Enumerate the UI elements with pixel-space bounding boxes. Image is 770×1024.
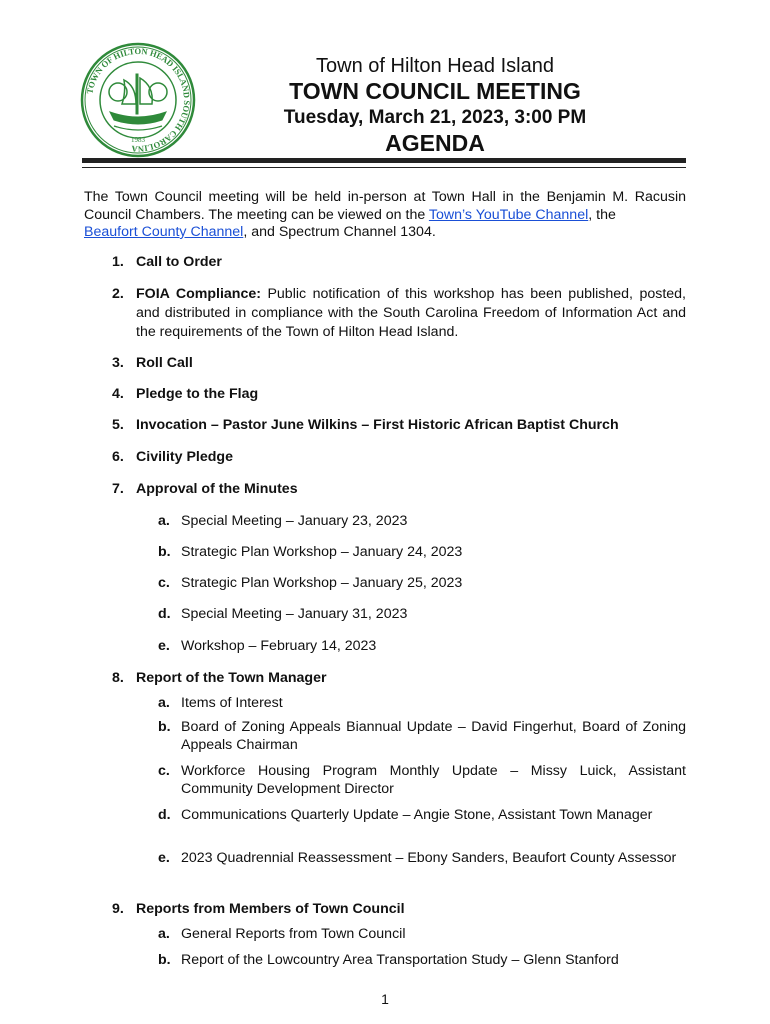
item-number: 9.: [112, 901, 124, 917]
item-label: Reports from Members of Town Council: [136, 901, 405, 917]
sub-item: [158, 574, 686, 593]
sub-item: [158, 925, 686, 944]
sub-item-letter: e.: [158, 638, 170, 654]
item-number: 6.: [112, 449, 124, 465]
sub-item: [158, 719, 686, 754]
sub-item-letter: b.: [158, 952, 171, 968]
agenda-item: [112, 900, 686, 919]
agenda-heading: AGENDA: [385, 130, 485, 156]
sub-item-text: Workforce Housing Program Monthly Update – Missy Luick, Assistant Community Development Director: [181, 763, 686, 797]
header-divider-thin: [82, 167, 686, 168]
agenda-item: [112, 253, 686, 272]
item-body: [136, 285, 686, 342]
sub-item: [158, 543, 686, 562]
agenda-item: [112, 354, 686, 373]
sub-item-text: 2023 Quadrennial Reassessment – Ebony Sanders, Beaufort County Assessor: [181, 850, 677, 866]
sub-item-text: Workshop – February 14, 2023: [181, 638, 377, 654]
item-text: Public notification of this workshop has been published, posted, and distributed in compliance with the South Carolina Freedom of Information Act and the requirements of the Town of Hilton Head Island.: [136, 286, 686, 340]
sub-item-text: Communications Quarterly Update – Angie Stone, Assistant Town Manager: [181, 807, 653, 823]
sub-item-text: Strategic Plan Workshop – January 25, 2023: [181, 575, 463, 591]
item-label: Invocation – Pastor June Wilkins – First Historic African Baptist Church: [136, 417, 619, 433]
agenda-item: [112, 669, 686, 688]
beaufort-county-channel-link[interactable]: Beaufort County Channel: [84, 224, 244, 240]
sub-item-letter: e.: [158, 850, 170, 866]
item-number: 2.: [112, 286, 124, 302]
sub-item-letter: a.: [158, 926, 170, 942]
agenda-item: [112, 448, 686, 467]
sub-item-letter: a.: [158, 513, 170, 529]
sub-item-text: Report of the Lowcountry Area Transportation Study – Glenn Stanford: [181, 952, 619, 968]
sub-item-letter: b.: [158, 544, 171, 560]
agenda-item: [112, 285, 686, 342]
sub-item-text: Strategic Plan Workshop – January 24, 2023: [181, 544, 463, 560]
intro-text: The Town Council meeting will be held in-person at Town Hall in the Benjamin M. Racusin Council Chambers. The meeting can be viewed on the: [84, 189, 686, 223]
sub-item-letter: d.: [158, 807, 171, 823]
sub-item-letter: c.: [158, 763, 170, 779]
sub-item-text: Special Meeting – January 31, 2023: [181, 606, 408, 622]
item-label: Report of the Town Manager: [136, 670, 327, 686]
item-number: 5.: [112, 417, 124, 433]
agenda-item: [112, 416, 686, 435]
intro-text: , and Spectrum Channel 1304.: [243, 224, 436, 240]
sub-item-text: Items of Interest: [181, 695, 283, 711]
item-label: FOIA Compliance:: [136, 286, 261, 302]
meeting-title: TOWN COUNCIL MEETING: [289, 78, 581, 104]
sub-item-letter: c.: [158, 575, 170, 591]
sub-item-text: Board of Zoning Appeals Biannual Update – David Fingerhut, Board of Zoning Appeals Chairman: [181, 719, 686, 753]
sub-item: [158, 763, 686, 798]
item-number: 1.: [112, 254, 124, 270]
sub-item: [158, 512, 686, 531]
item-label: Pledge to the Flag: [136, 386, 259, 402]
sub-item: [158, 694, 686, 713]
item-number: 4.: [112, 386, 124, 402]
svg-text:TOWN OF HILTON HEAD ISLAND SOU: TOWN OF HILTON HEAD ISLAND SOUTH CAROLINA: [84, 45, 193, 155]
sub-item: [158, 850, 686, 868]
item-number: 3.: [112, 355, 124, 371]
sub-item: [158, 605, 686, 624]
sub-item-text: General Reports from Town Council: [181, 926, 406, 942]
item-label: Civility Pledge: [136, 449, 233, 465]
town-name: Town of Hilton Head Island: [316, 55, 554, 77]
item-label: Roll Call: [136, 355, 193, 371]
svg-text:1983: 1983: [131, 136, 145, 144]
item-label: Approval of the Minutes: [136, 481, 298, 497]
item-number: 7.: [112, 481, 124, 497]
sub-item-letter: a.: [158, 695, 170, 711]
header-divider-thick: [82, 158, 686, 163]
item-number: 8.: [112, 670, 124, 686]
agenda-item: [112, 480, 686, 499]
sub-item-letter: d.: [158, 606, 171, 622]
intro-text: , the: [588, 206, 616, 223]
intro-paragraph: [84, 189, 686, 242]
town-seal-logo: [80, 42, 196, 158]
item-label: Call to Order: [136, 254, 222, 270]
sub-item-letter: b.: [158, 719, 171, 735]
sub-item-text: Special Meeting – January 23, 2023: [181, 513, 408, 529]
youtube-channel-link[interactable]: Town’s YouTube Channel: [428, 206, 589, 223]
sub-item: [158, 637, 686, 656]
page-number: 1: [381, 991, 389, 1007]
meeting-date: Tuesday, March 21, 2023, 3:00 PM: [283, 107, 587, 128]
sub-item: [158, 807, 686, 825]
sub-item: [158, 951, 686, 970]
agenda-item: [112, 385, 686, 404]
